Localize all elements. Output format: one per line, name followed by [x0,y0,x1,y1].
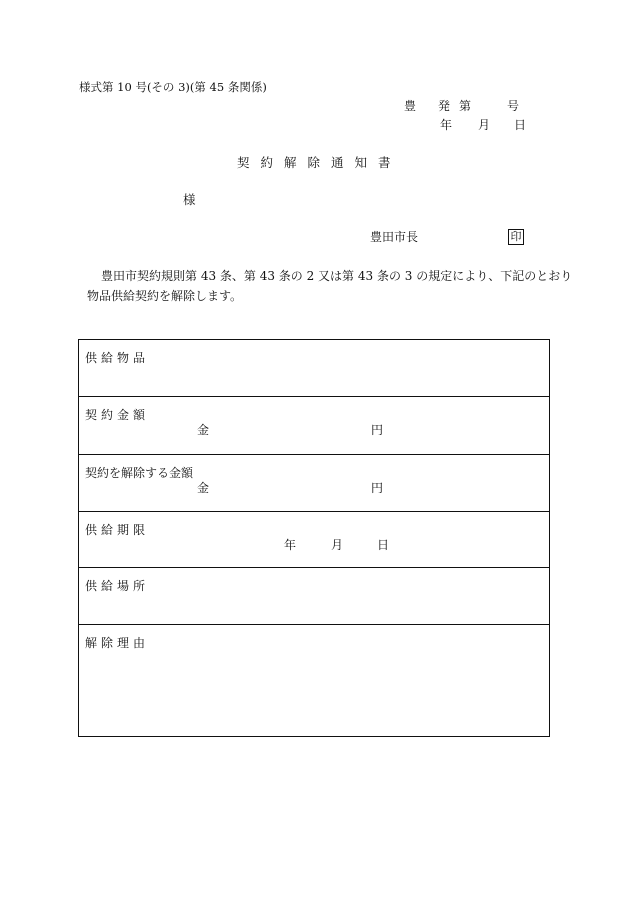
label-contract-amount: 契約金額 [85,408,150,422]
issue-go: 号 [507,99,520,113]
row-contract-amount [79,397,549,455]
issue-dai: 第 [459,99,472,113]
contract-amount-en: 円 [371,423,384,437]
issue-hatsu: 発 [438,99,451,113]
issue-date-month: 月 [478,118,491,132]
issue-date [440,119,526,131]
row-cancel-amount [79,455,549,512]
form-number: 様式第 10 号(その 3)(第 45 条関係) [79,80,267,94]
issue-number [404,100,519,112]
cancel-amount-kin: 金 [197,481,210,495]
label-cancel-amount: 契約を解除する金額 [85,466,194,480]
recipient-honorific: 様 [183,192,196,207]
issue-prefix: 豊 [404,99,417,113]
label-supply-item: 供給物品 [85,351,150,365]
contract-amount-kin: 金 [197,423,210,437]
body-text [79,266,573,306]
issue-date-day: 日 [514,118,527,132]
label-supply-deadline: 供給期限 [85,523,150,537]
detail-table [78,339,550,737]
row-supply-item [79,340,549,397]
seal-mark: 印 [508,229,524,245]
issue-date-year: 年 [440,118,453,132]
row-supply-place [79,568,549,625]
row-reason [79,625,549,736]
deadline-day: 日 [377,538,390,552]
body-line-2: 物品供給契約を解除します。 [87,289,243,303]
deadline-year: 年 [284,538,297,552]
body-line-1: 豊田市契約規則第 43 条、第 43 条の 2 又は第 43 条の 3 の規定により、下記のとおり [101,269,573,283]
row-supply-deadline [79,512,549,568]
cancel-amount-en: 円 [371,481,384,495]
label-supply-place: 供給場所 [85,579,150,593]
issuer-name: 豊田市長 [370,230,419,244]
label-reason: 解除理由 [85,636,150,650]
document-title: 契約解除通知書 [237,155,402,170]
deadline-month: 月 [331,538,344,552]
